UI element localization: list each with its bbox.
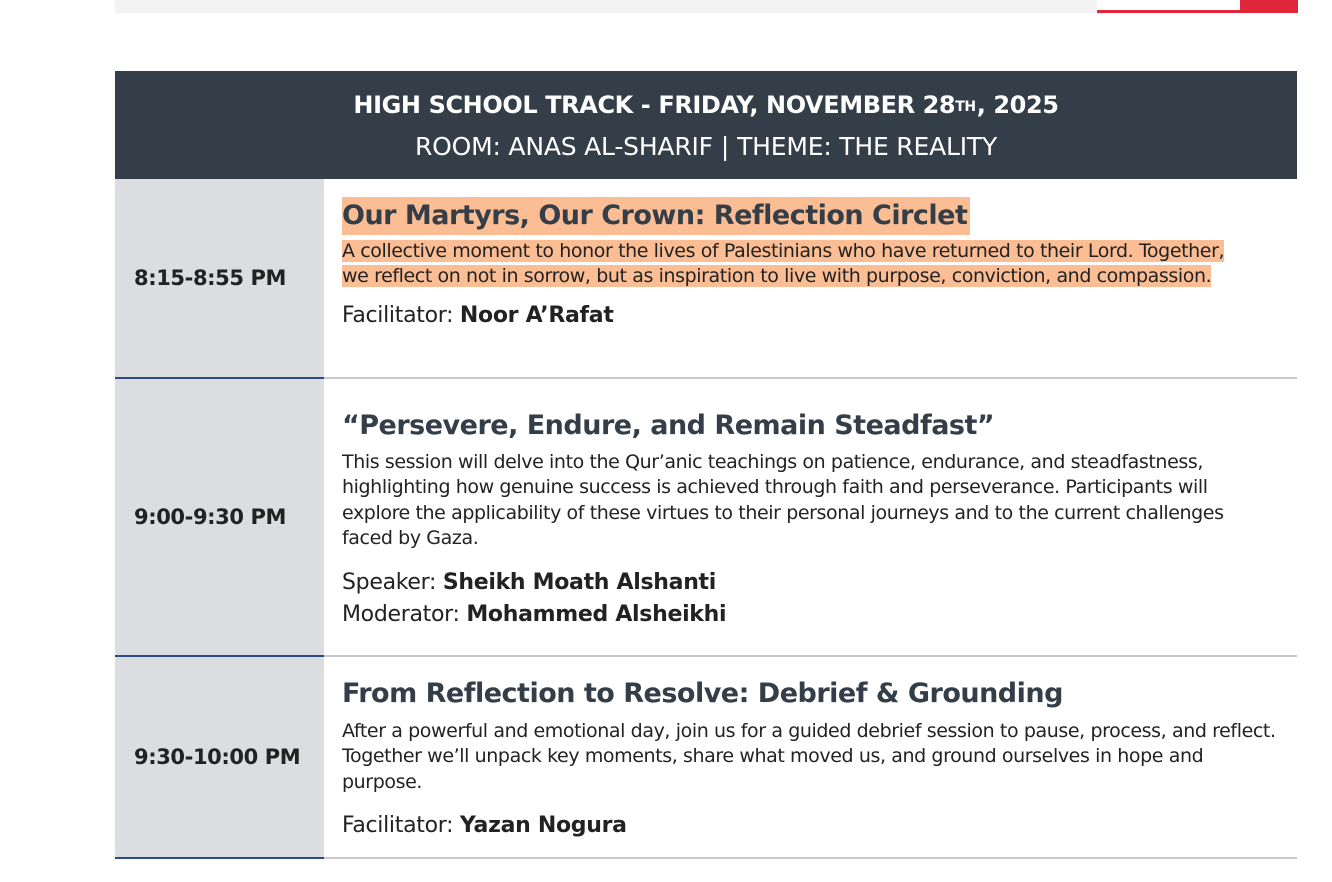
credit-name: Sheikh Moath Alshanti — [442, 570, 717, 596]
session-credit — [342, 598, 1279, 631]
session-content — [324, 179, 1297, 377]
session-description-text: A collective moment to honor the lives of Palestinians who have returned to their Lord. Together, we reflect on not in sorrow, but as inspiration to live with purpose, conviction, and compassion. — [342, 240, 1225, 288]
session-credit — [342, 567, 1279, 598]
session-content — [324, 379, 1297, 655]
track-date-heading — [115, 89, 1297, 121]
session-title: From Reflection to Resolve: Debrief & Grounding — [342, 678, 1063, 709]
session-description — [342, 239, 1247, 290]
schedule-table — [115, 71, 1297, 859]
credit-role: Facilitator: — [342, 302, 454, 328]
session-title: “Persevere, Endure, and Remain Steadfast” — [342, 410, 995, 441]
header-separator: | — [720, 132, 730, 161]
date-ordinal-suffix: TH — [955, 99, 976, 115]
theme-label: THEME: THE REALITY — [737, 132, 998, 161]
credit-role: Speaker: — [342, 570, 437, 596]
session-time: 9:00-9:30 PM — [134, 505, 286, 529]
top-red-block — [1240, 0, 1298, 13]
session-description: This session will delve into the Qur’anic teachings on patience, endurance, and steadfastness, highlighting how genuine success is achieved through faith and perseverance. Participants will explore the applicability of these virtues to their personal journeys and to the current challenges faced by Gaza. — [342, 451, 1224, 549]
credit-name: Mohammed Alsheikhi — [466, 602, 727, 628]
session-row — [115, 379, 1297, 657]
schedule-header — [115, 71, 1297, 179]
session-row — [115, 179, 1297, 379]
room-label: ROOM: ANAS AL-SHARIF — [414, 132, 713, 161]
credit-name: Yazan Nogura — [459, 812, 627, 838]
session-description: After a powerful and emotional day, join us for a guided debrief session to pause, process, and reflect. Together we’ll unpack key moments, share what moved us, and ground ourselves in hope and purpose. — [342, 720, 1276, 793]
session-time-cell — [115, 657, 324, 859]
session-credit — [342, 813, 1282, 838]
session-content — [324, 657, 1300, 857]
session-row — [115, 657, 1297, 859]
session-time: 9:30-10:00 PM — [134, 745, 301, 769]
year-text: , 2025 — [976, 91, 1059, 119]
track-date-text: HIGH SCHOOL TRACK - FRIDAY, NOVEMBER 28 — [353, 91, 956, 119]
credit-name: Noor A’Rafat — [459, 302, 614, 328]
credit-role: Moderator: — [342, 602, 460, 628]
session-time: 8:15-8:55 PM — [134, 266, 286, 290]
session-time-cell — [115, 179, 324, 379]
session-time-cell — [115, 379, 324, 657]
top-red-underline — [1097, 10, 1240, 13]
top-page-strip — [115, 0, 1097, 13]
session-title: Our Martyrs, Our Crown: Reflection Circlet — [342, 197, 970, 235]
credit-role: Facilitator: — [342, 812, 454, 838]
room-theme-heading — [115, 131, 1297, 163]
session-credit — [342, 303, 1279, 328]
